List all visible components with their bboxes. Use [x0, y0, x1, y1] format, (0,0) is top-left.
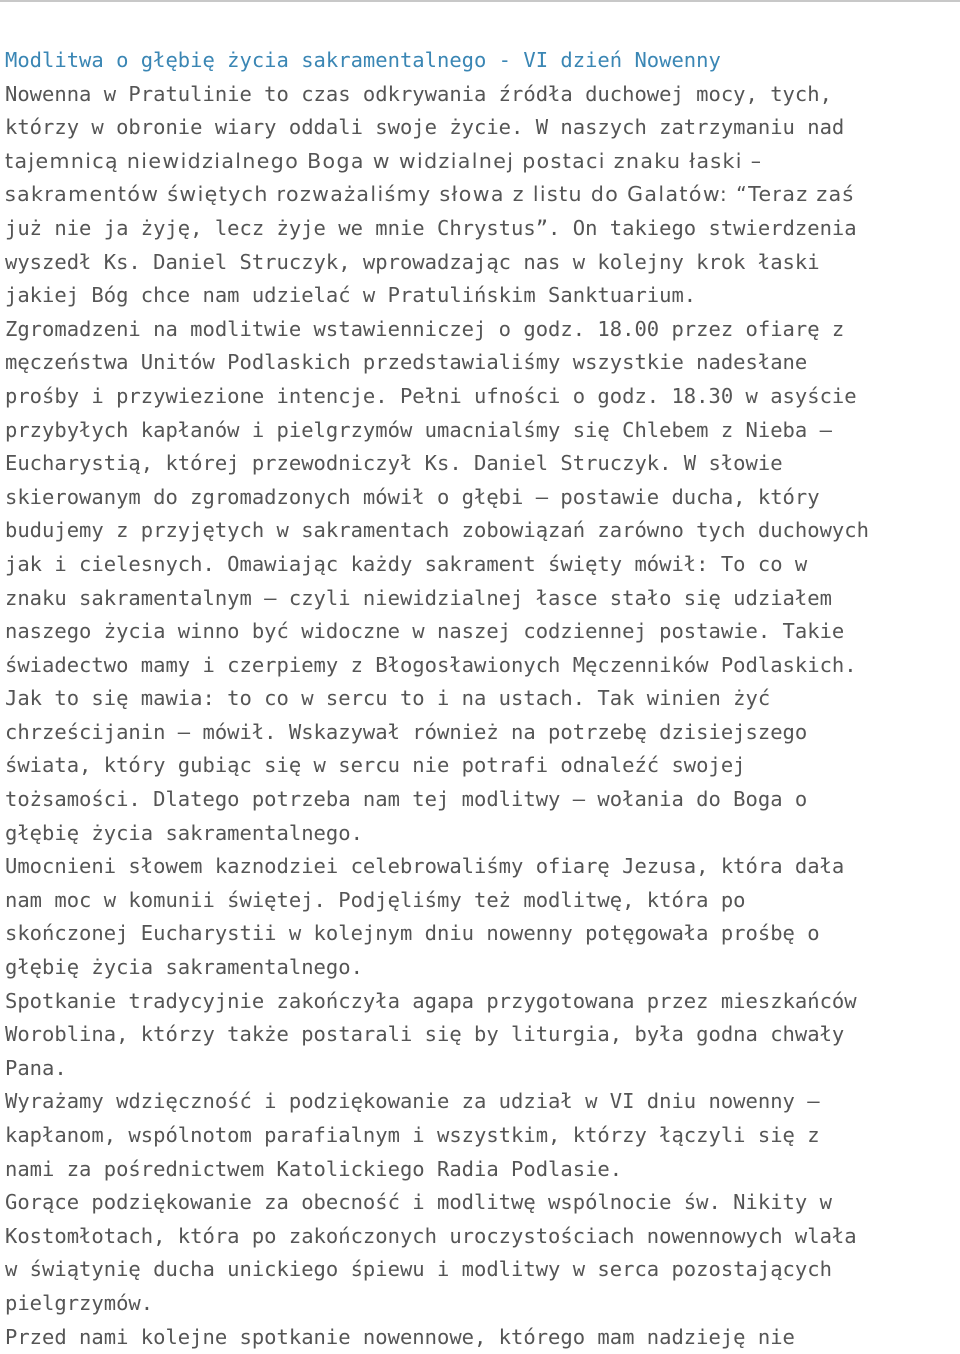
paragraph-line: nam moc w komunii świętej. Podjęliśmy też modlitwę, która po — [5, 887, 746, 912]
paragraph-line: Gorące podziękowanie za obecność i modlitwę wspólnocie św. Nikity w — [5, 1190, 832, 1215]
paragraph-line: naszego życia winno być widoczne w naszej codziennej postawie. Takie — [5, 619, 845, 644]
paragraph-line: tajemnicą niewidzialnego Boga w widzialnej postaci znaku łaski – — [5, 148, 763, 173]
article-paragraph — [5, 1085, 955, 1186]
paragraph-line: znaku sakramentalnym – czyli niewidzialnej łasce stało się udziałem — [5, 585, 832, 610]
paragraph-line: świadectwo mamy i czerpiemy z Błogosławionych Męczenników Podlaskich. — [5, 652, 857, 677]
paragraph-line: świata, który gubiąc się w sercu nie potrafi odnaleźć swojej — [5, 753, 746, 778]
paragraph-line: skierowanym do zgromadzonych mówił o głębi – postawie ducha, który — [5, 484, 820, 509]
article-title-link[interactable]: Modlitwa o głębię życia sakramentalnego - VI dzień Nowenny — [5, 48, 721, 72]
paragraph-line: Przed nami kolejne spotkanie nowennowe, którego mam nadzieję nie — [5, 1324, 795, 1349]
paragraph-line: Kostomłotach, która po zakończonych uroczystościach nowennowych wlała — [5, 1223, 857, 1248]
paragraph-line: jak i cielesnych. Omawiając każdy sakrament święty mówił: To co w — [5, 551, 808, 576]
paragraph-line: sakramentów świętych rozważaliśmy słowa z listu do Galatów: “Teraz zaś — [5, 182, 855, 207]
paragraph-line: jakiej Bóg chce nam udzielać w Pratulińskim Sanktuarium. — [5, 283, 697, 308]
article-paragraph — [5, 985, 955, 1086]
paragraph-line: Pana. — [5, 1055, 67, 1080]
paragraph-line: Spotkanie tradycyjnie zakończyła agapa przygotowana przez mieszkańców — [5, 988, 857, 1013]
article-body — [5, 78, 955, 1354]
paragraph-line: tożsamości. Dlatego potrzeba nam tej modlitwy – wołania do Boga o — [5, 787, 808, 812]
paragraph-line: Zgromadzeni na modlitwie wstawienniczej o godz. 18.00 przez ofiarę z — [5, 316, 845, 341]
article-paragraph — [5, 78, 955, 851]
paragraph-line: Woroblina, którzy także postarali się by liturgia, była godna chwały — [5, 1022, 845, 1047]
paragraph-line: budujemy z przyjętych w sakramentach zobowiązań zarówno tych duchowych — [5, 518, 869, 543]
paragraph-line: nami za pośrednictwem Katolickiego Radia Podlasie. — [5, 1156, 623, 1181]
paragraph-line: Wyrażamy wdzięczność i podziękowanie za udział w VI dniu nowenny – — [5, 1089, 820, 1114]
article-paragraph — [5, 1186, 955, 1320]
paragraph-line: pielgrzymów. — [5, 1290, 154, 1315]
paragraph-line: męczeństwa Unitów Podlaskich przedstawialiśmy wszystkie nadesłane — [5, 350, 808, 375]
paragraph-line: skończonej Eucharystii w kolejnym dniu nowenny potęgowała prośbę o — [5, 921, 820, 946]
paragraph-line: już nie ja żyję, lecz żyje we mnie Chrystus”. On takiego stwierdzenia — [5, 215, 857, 240]
paragraph-line: prośby i przywiezione intencje. Pełni ufności o godz. 18.30 w asyście — [5, 383, 857, 408]
paragraph-line: którzy w obronie wiary oddali swoje życie. W naszych zatrzymaniu nad — [5, 115, 845, 140]
paragraph-line: Umocnieni słowem kaznodziei celebrowaliśmy ofiarę Jezusa, która dała — [5, 854, 845, 879]
paragraph-line: Jak to się mawia: to co w sercu to i na ustach. Tak winien żyć — [5, 686, 771, 711]
top-divider — [0, 0, 960, 2]
paragraph-line: głębię życia sakramentalnego. — [5, 955, 363, 980]
paragraph-line: chrześcijanin – mówił. Wskazywał również na potrzebę dzisiejszego — [5, 719, 808, 744]
paragraph-line: wyszedł Ks. Daniel Struczyk, wprowadzając nas w kolejny krok łaski — [5, 249, 820, 274]
article-paragraph — [5, 1321, 955, 1354]
paragraph-line: Nowenna w Pratulinie to czas odkrywania źródła duchowej mocy, tych, — [5, 81, 832, 106]
paragraph-line: kapłanom, wspólnotom parafialnym i wszystkim, którzy łączyli się z — [5, 1123, 820, 1147]
article-paragraph — [5, 850, 955, 984]
paragraph-line: głębię życia sakramentalnego. — [5, 820, 363, 845]
article — [5, 44, 955, 1354]
paragraph-line: Eucharystią, której przewodniczył Ks. Daniel Struczyk. W słowie — [5, 451, 783, 476]
paragraph-line: przybyłych kapłanów i pielgrzymów umacnialśmy się Chlebem z Nieba – — [5, 417, 832, 442]
paragraph-line: w świątynię ducha unickiego śpiewu i modlitwy w serca pozostających — [5, 1257, 832, 1282]
